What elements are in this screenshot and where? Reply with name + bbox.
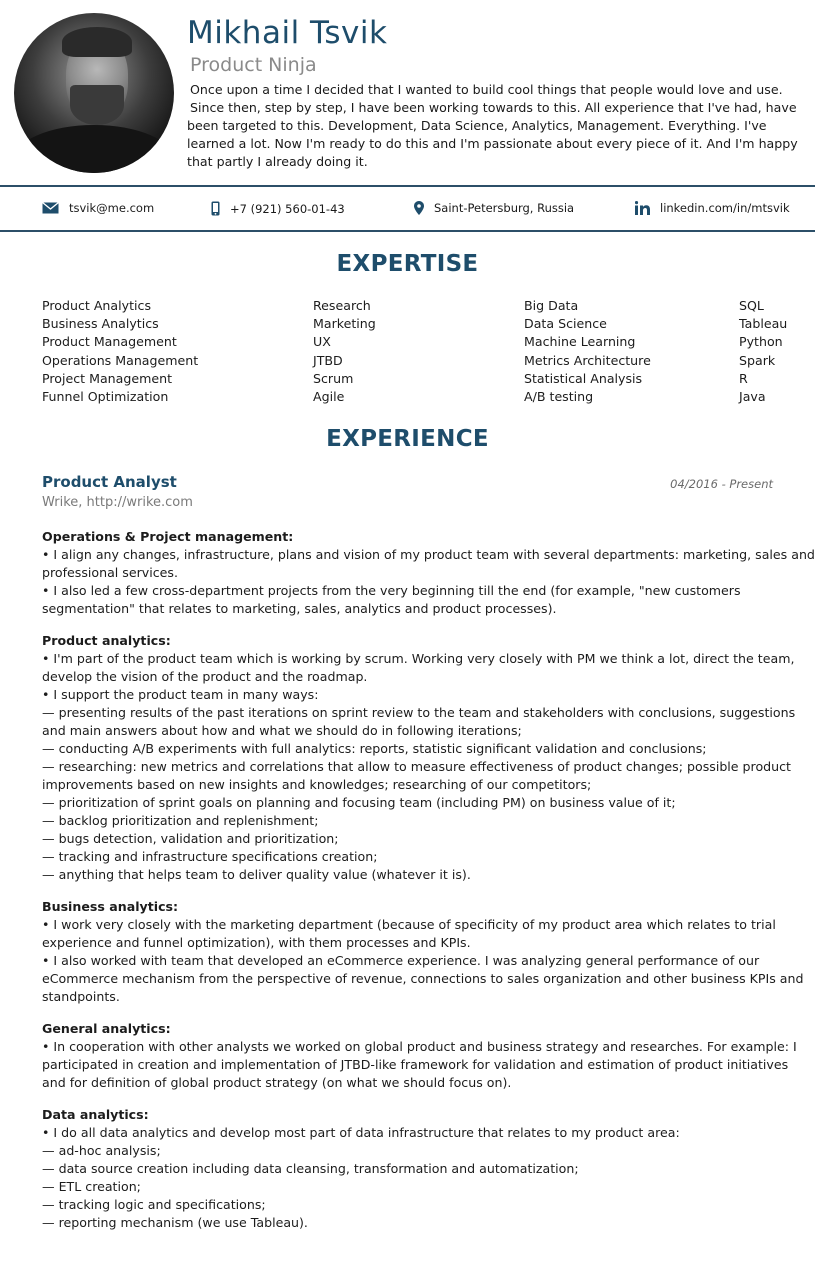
experience-title: EXPERIENCE [326, 426, 489, 452]
location-text: Saint-Petersburg, Russia [434, 201, 575, 215]
skill-item: Funnel Optimization [42, 389, 169, 405]
block-line: — data source creation including data cleansing, transformation and automatization; [42, 1161, 579, 1176]
candidate-subtitle: Product Ninja [190, 54, 317, 76]
block-line: participated in creation and implementation of JTBD-like framework for validation and estimation of product initiatives [42, 1057, 789, 1072]
skill-item: Business Analytics [42, 316, 159, 332]
skill-item: Tableau [739, 316, 788, 332]
block-line: segmentation" that relates to marketing, sales, analytics and product processes). [42, 601, 557, 616]
skill-item: R [739, 370, 748, 386]
contact-email[interactable] [42, 201, 154, 215]
block-line: improvements based on new insights and knowledges; researching of our competitors; [42, 777, 592, 792]
contact-phone[interactable] [211, 201, 345, 216]
skill-item: Project Management [42, 370, 173, 386]
contact-linkedin[interactable] [635, 201, 790, 215]
avatar [14, 13, 174, 173]
skills-column [524, 297, 651, 406]
email-text[interactable]: tsvik@me.com [69, 201, 155, 215]
skill-item: Marketing [313, 316, 376, 332]
summary-line: Once upon a time I decided that I wanted to build cool things that people would love and use. [190, 82, 783, 97]
skill-item: SQL [739, 298, 764, 313]
skills-column [739, 297, 787, 406]
expertise-title: EXPERTISE [336, 251, 479, 277]
skill-item: Scrum [313, 370, 354, 386]
experience-details [42, 528, 815, 1246]
block-heading: Product analytics: [42, 633, 171, 648]
block-line: — anything that helps team to deliver quality value (whatever it is). [42, 867, 471, 882]
skills-column [313, 297, 376, 406]
block-line: • In cooperation with other analysts we worked on global product and business strategy and researches. For example: I [42, 1039, 797, 1054]
block-line: — researching: new metrics and correlations that allow to measure effectiveness of product changes; possible product [42, 759, 791, 774]
block-heading: Business analytics: [42, 899, 179, 914]
block-line: — prioritization of sprint goals on planning and focusing team (including PM) on business value of it; [42, 795, 676, 810]
skill-item: Research [313, 298, 371, 313]
skill-item: Product Management [42, 334, 177, 350]
block-line: — tracking and infrastructure specifications creation; [42, 849, 378, 864]
block-line: — backlog prioritization and replenishment; [42, 813, 319, 828]
phone-icon [211, 201, 220, 216]
skill-item: Machine Learning [524, 334, 636, 350]
block-line: • I'm part of the product team which is working by scrum. Working very closely with PM we think a lot, direct the team, [42, 651, 795, 666]
skill-item: UX [313, 334, 331, 350]
block-line: and for definition of global product strategy (on what we should focus on). [42, 1075, 512, 1090]
contact-location [414, 201, 574, 215]
block-heading: General analytics: [42, 1021, 171, 1036]
skill-item: Agile [313, 389, 345, 405]
skill-item: JTBD [313, 352, 343, 368]
skill-item: Python [739, 334, 783, 350]
block-line: experience and funnel optimization), with them processes and KPIs. [42, 935, 471, 950]
block-line: eCommerce mechanism from the perspective of revenue, connections to sales organization and other business KPIs and [42, 971, 804, 986]
linkedin-text[interactable]: linkedin.com/in/mtsvik [660, 201, 790, 215]
envelope-icon [42, 202, 59, 214]
block-line: — conducting A/B experiments with full analytics: reports, statistic significant validation and conclusions; [42, 741, 707, 756]
skill-item: A/B testing [524, 389, 594, 405]
contact-bar [0, 185, 815, 232]
summary [187, 81, 798, 171]
skill-item: Product Analytics [42, 298, 152, 313]
skill-item: Data Science [524, 316, 607, 332]
experience-block [42, 898, 804, 1006]
block-line: and main answers about how and what we should do in following iterations; [42, 723, 522, 738]
summary-line: Since then, step by step, I have been working towards to this. All experience that I've had, have [190, 100, 797, 115]
job-title: Product Analyst [42, 473, 177, 491]
block-line: — tracking logic and specifications; [42, 1197, 266, 1212]
skill-item: Big Data [524, 298, 579, 313]
experience-block [42, 1020, 797, 1092]
block-line: — presenting results of the past iterations on sprint review to the team and stakeholders with conclusions, suggestions [42, 705, 796, 720]
skill-item: Operations Management [42, 352, 199, 368]
phone-text[interactable]: +7 (921) 560-01-43 [230, 201, 345, 216]
skill-item: Metrics Architecture [524, 352, 651, 368]
block-line: professional services. [42, 565, 178, 580]
block-line: — ETL creation; [42, 1179, 141, 1194]
map-pin-icon [414, 201, 424, 215]
summary-line: learned a lot. Now I'm ready to do this and I'm passionate about every piece of it. And I'm happy [187, 136, 798, 151]
block-line: — reporting mechanism (we use Tableau). [42, 1215, 308, 1230]
block-line: — bugs detection, validation and prioritization; [42, 831, 339, 846]
block-line: • I do all data analytics and develop most part of data infrastructure that relates to my product area: [42, 1125, 680, 1140]
skill-item: Spark [739, 352, 776, 368]
block-line: • I support the product team in many ways: [42, 687, 319, 702]
block-line: standpoints. [42, 989, 120, 1004]
summary-line: that partly I already doing it. [187, 154, 368, 169]
block-line: • I align any changes, infrastructure, plans and vision of my product team with several departments: marketing, sales and [42, 547, 815, 562]
experience-block [42, 528, 815, 618]
block-line: • I work very closely with the marketing department (because of specificity of my product area which relates to trial [42, 917, 776, 932]
block-heading: Data analytics: [42, 1107, 149, 1122]
block-line: • I also worked with team that developed an eCommerce experience. I was analyzing general performance of our [42, 953, 760, 968]
block-line: • I also led a few cross-department projects from the very beginning till the end (for example, "new customers [42, 583, 741, 598]
company-link[interactable]: Wrike, http://wrike.com [42, 495, 193, 510]
block-line: — ad-hoc analysis; [42, 1143, 161, 1158]
skill-item: Statistical Analysis [524, 370, 643, 386]
candidate-name: Mikhail Tsvik [187, 15, 388, 51]
block-line: develop the vision of the product and the roadmap. [42, 669, 368, 684]
experience-block [42, 632, 796, 884]
skill-item: Java [739, 389, 766, 405]
linkedin-icon [635, 201, 650, 215]
job-date: 04/2016 - Present [670, 477, 773, 491]
experience-block [42, 1106, 792, 1232]
summary-line: been targeted to this. Development, Data Science, Analytics, Management. Everything. I've [187, 118, 767, 133]
block-heading: Operations & Project management: [42, 529, 294, 544]
skills-column [42, 297, 198, 406]
